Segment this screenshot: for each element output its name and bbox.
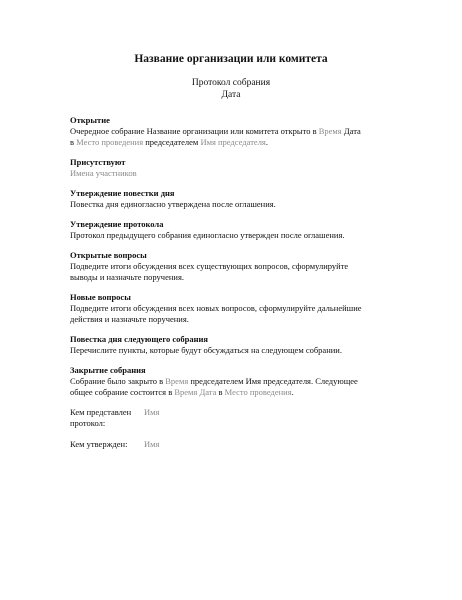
placeholder-time: Время (174, 387, 198, 397)
placeholder-chair: Имя председателя (200, 137, 266, 147)
placeholder-participants: Имена участников (70, 168, 137, 178)
section-next-agenda (70, 334, 392, 356)
text-open-issues (70, 261, 392, 283)
placeholder-place: Место проведения (76, 137, 144, 147)
section-agenda (70, 188, 392, 210)
text-fragment: Дата (341, 126, 361, 136)
text-closing (70, 376, 392, 398)
section-open-issues (70, 250, 392, 283)
text-fragment: Очередное собрание Название организации или комитета открыто в (70, 126, 319, 136)
heading-minutes: Утверждение протокола (70, 219, 164, 229)
text-next-agenda: Перечислите пункты, которые будут обсуждаться на следующем собрании. (70, 345, 342, 355)
placeholder-approved-name: Имя (144, 439, 160, 449)
text-fragment: председателем Имя председателя. Следующее (188, 376, 358, 386)
heading-new-issues: Новые вопросы (70, 292, 131, 302)
text-agenda: Повестка дня единогласно утверждена после оглашения. (70, 199, 276, 209)
text-new-issues (70, 303, 392, 325)
section-closing (70, 365, 392, 398)
section-present (70, 157, 392, 179)
text-fragment: . (265, 137, 268, 147)
text-minutes: Протокол предыдущего собрания единогласно утвержден после оглашения. (70, 230, 345, 240)
heading-next-agenda: Повестка дня следующего собрания (70, 334, 208, 344)
text-line: Подведите итоги обсуждения всех новых вопросов, сформулируйте дальнейшие (70, 303, 362, 313)
submitted-label (70, 407, 144, 429)
placeholder-time: Время (165, 376, 189, 386)
signature-submitted (70, 407, 392, 429)
text-fragment: председателем (143, 137, 201, 147)
text-fragment: . (291, 387, 294, 397)
heading-open-issues: Открытые вопросы (70, 250, 147, 260)
label-line: Кем представлен (70, 407, 132, 417)
heading-present: Присутствуют (70, 157, 126, 167)
heading-agenda: Утверждение повестки дня (70, 188, 175, 198)
placeholder-submitted-name: Имя (144, 407, 160, 417)
text-fragment: в (70, 137, 77, 147)
placeholder-time: Время (318, 126, 342, 136)
org-title: Название организации или комитета (134, 53, 328, 65)
section-minutes (70, 219, 392, 241)
text-fragment: общее собрание состоится в (70, 387, 175, 397)
text-opening (70, 126, 392, 148)
heading-closing: Закрытие собрания (70, 365, 146, 375)
text-line: действия и назначьте поручения. (70, 314, 189, 324)
signature-approved (70, 439, 392, 450)
doc-date: Дата (221, 90, 241, 100)
text-fragment: Собрание было закрыто в (70, 376, 166, 386)
heading-opening: Открытие (70, 115, 110, 125)
placeholder-place: Место проведения (224, 387, 292, 397)
label-line: протокол: (70, 418, 106, 428)
section-new-issues (70, 292, 392, 325)
approved-label: Кем утвержден: (70, 439, 128, 449)
section-opening (70, 115, 392, 148)
text-line: выводы и назначьте поручения. (70, 272, 184, 282)
doc-subtitle: Протокол собрания (191, 78, 271, 88)
text-fragment: в (216, 387, 225, 397)
text-line: Подведите итоги обсуждения всех существующих вопросов, сформулируйте (70, 261, 349, 271)
placeholder-date: Дата (199, 387, 217, 397)
